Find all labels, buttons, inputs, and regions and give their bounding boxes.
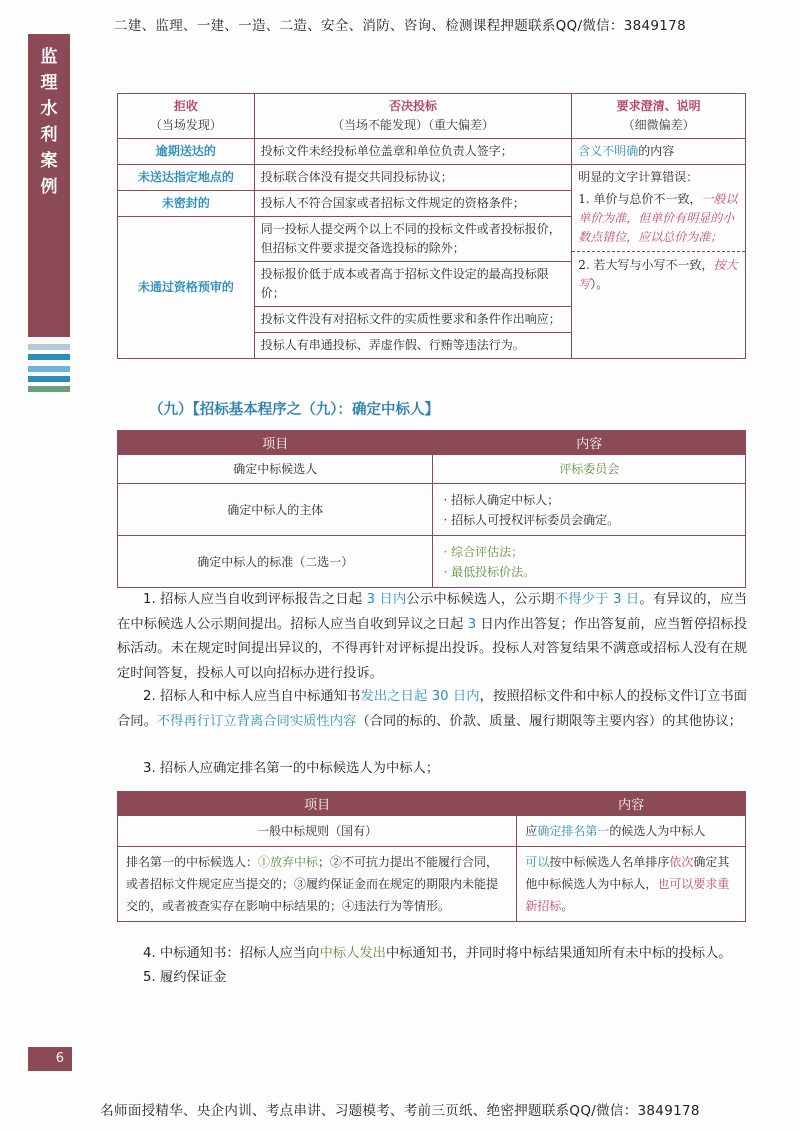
col-header-item: 项目 (118, 792, 517, 816)
highlight: 中标人发出 (319, 946, 386, 961)
veto-item: 投标人不符合国家或者招标文件规定的资格条件； (254, 191, 571, 217)
text: 2. 招标人和中标人应当自中标通知书 (143, 689, 361, 704)
determine-winner-table (117, 430, 746, 588)
text: 。 (561, 899, 574, 913)
content-line: · 招标人可授权评标委员会确定。 (443, 512, 620, 527)
side-char: 监 (40, 47, 58, 67)
side-char: 案 (40, 151, 58, 171)
side-char: 例 (40, 177, 58, 197)
side-char: 利 (40, 125, 58, 145)
highlight: 不得再行订立背离合同实质性内容 (156, 713, 357, 729)
paragraph-3: 3. 招标人应确定排名第一的中标候选人为中标人； (143, 761, 440, 776)
text: 1. 招标人应当自收到评标报告之日起 (143, 592, 367, 607)
page-number: 6 (28, 1047, 72, 1071)
header-reject-sub: （当场发现） (149, 118, 222, 132)
text: 4. 中标通知书：招标人应当向 (143, 946, 320, 961)
clarify-error-2-lead: 2. 若大写与小写不一致， (578, 258, 714, 272)
decor-stripe (28, 366, 70, 372)
col-header-content: 内容 (517, 792, 746, 816)
section-heading: （九）【招标基本程序之（九）：确定中标人】 (149, 402, 439, 418)
clarify-error-2 (572, 251, 745, 294)
text: （合同的标的、价款、质量、履行期限等主要内容）的其他协议； (356, 713, 742, 729)
side-char: 理 (40, 73, 58, 93)
veto-item: 投标文件没有对招标文件的实质性要求和条件作出响应； (254, 307, 571, 333)
row-item: 一般中标规则（国有） (118, 816, 517, 847)
table-row (118, 165, 746, 191)
paragraph-5: 5. 履约保证金 (143, 970, 227, 985)
decor-stripe (28, 354, 70, 360)
row-item: 确定中标候选人 (118, 455, 433, 484)
content-line: · 最低投标价法。 (443, 564, 536, 579)
veto-item: 投标文件未经投标单位盖章和单位负责人签字； (254, 139, 571, 165)
row-content (517, 816, 746, 847)
row-content (517, 847, 746, 922)
row-content (433, 484, 746, 536)
clarify-error-1-lead: 1. 单价与总价不一致， (578, 192, 702, 206)
side-tab (28, 34, 70, 337)
highlight: 也可以要求重新招标 (525, 877, 730, 913)
table-header-row (118, 94, 746, 139)
paragraph-1 (117, 588, 747, 686)
text: 日内作出答复；作出答复前，应当暂停招标投标活动。未在规定时间提出异议的，不得再针对评标提出投诉。投标人对答复结果不满意或招标人没有在规定时间答复，投标人可以向招标办进行投诉。 (117, 616, 747, 681)
text: 应 (525, 824, 538, 838)
highlight: 不得少于 3 日 (554, 592, 640, 607)
text: 按中标候选人名单排序 (549, 855, 670, 869)
table-row (118, 816, 746, 847)
clarify-error-1 (578, 190, 739, 247)
side-title (28, 44, 70, 200)
highlight: 可以 (525, 855, 550, 869)
reject-item: 逾期送达的 (118, 139, 255, 165)
row-item: 确定中标人的标准（二选一） (118, 536, 433, 588)
highlight: 确定排名第一 (537, 824, 610, 838)
clarify-error-2-rule: 按大写 (578, 258, 738, 291)
text: 的候选人为中标人 (609, 824, 706, 838)
table-row (118, 455, 746, 484)
clarify-errors-title: 明显的文字计算错误： (578, 170, 699, 184)
veto-item: 投标人有串通投标、弄虚作假、行贿等违法行为。 (254, 333, 571, 359)
clarify-item-ambiguous (572, 139, 746, 165)
clarify-item-errors (572, 165, 746, 359)
paragraph-2 (117, 685, 747, 734)
header-clarify (572, 94, 746, 139)
text: 公示中标候选人，公示期 (406, 592, 555, 607)
bid-rejection-table (117, 93, 746, 359)
highlight: 3 (467, 616, 477, 632)
text: 确定其他中标候选人为中标人， (525, 855, 730, 891)
reject-item: 未通过资格预审的 (118, 217, 255, 359)
text: 。有异议的，应当在中标候选人公示期间提出。招标人应当自收到异议之日起 (117, 592, 748, 632)
top-banner: 二建、监理、一建、一造、二造、安全、消防、咨询、检测课程押题联系QQ/微信：3849178 (114, 18, 686, 34)
text: ，按照招标文件和中标人的投标文件订立书面合同。 (117, 689, 748, 729)
row-item: 确定中标人的主体 (118, 484, 433, 536)
col-header-content: 内容 (433, 431, 746, 455)
highlight: ①放弃中标 (258, 855, 319, 869)
content-line: · 综合评估法； (443, 544, 524, 559)
col-header-item: 项目 (118, 431, 433, 455)
veto-item: 同一投标人提交两个以上不同的投标文件或者投标报价，但招标文件要求提交备选投标的除外； (254, 217, 571, 262)
table-row (118, 536, 746, 588)
text: 排名第一的中标候选人： (126, 855, 259, 869)
row-item (118, 847, 517, 922)
winning-bidder-rules-table (117, 791, 746, 922)
row-content: 评标委员会 (433, 455, 746, 484)
header-clarify-sub: （细微偏差） (622, 118, 695, 132)
header-reject-title: 拒收 (173, 99, 198, 113)
header-veto-title: 否决投标 (389, 99, 438, 113)
reject-item: 未送达指定地点的 (118, 165, 255, 191)
decor-stripe (28, 386, 70, 392)
clarify-error-2-end: ）。 (590, 277, 609, 291)
decor-stripe (28, 344, 70, 350)
table-row (118, 484, 746, 536)
table-header-row (118, 792, 746, 816)
veto-item: 投标报价低于成本或者高于招标文件设定的最高投标限价； (254, 262, 571, 307)
row-content (433, 536, 746, 588)
header-veto-sub: （当场不能发现）（重大偏差） (332, 118, 495, 132)
veto-item: 投标联合体没有提交共同投标协议； (254, 165, 571, 191)
reject-item: 未密封的 (118, 191, 255, 217)
text: 中标通知书，并同时将中标结果通知所有未中标的投标人。 (385, 946, 732, 961)
clarify-error-1-rule: 一般以单价为准，但单价有明显的小数点错位，应以总价为准； (578, 192, 738, 244)
table-row (118, 847, 746, 922)
highlight: 依次 (669, 855, 694, 869)
paragraph-4 (117, 942, 747, 967)
header-clarify-title: 要求澄清、说明 (616, 99, 701, 113)
table-header-row (118, 431, 746, 455)
header-veto (254, 94, 571, 139)
clarify-highlight: 含义不明确 (578, 144, 639, 158)
clarify-text: 的内容 (638, 144, 675, 158)
content-line: · 招标人确定中标人； (443, 492, 560, 507)
decor-stripe (28, 376, 70, 382)
highlight: 3 日内 (366, 592, 407, 607)
bottom-banner: 名师面授精华、央企内训、考点串讲、习题模考、考前三页纸、绝密押题联系QQ/微信：3849178 (100, 1103, 700, 1119)
side-char: 水 (40, 99, 58, 119)
header-reject (118, 94, 255, 139)
text: ；②不可抗力提出不能履行合同，或者招标文件规定应当提交的；③履约保证金而在规定的期限内未能提交的，或者被查实存在影响中标结果的；④违法行为等情形。 (126, 855, 499, 913)
table-row (118, 139, 746, 165)
highlight: 发出之日起 30 日内 (360, 689, 480, 704)
